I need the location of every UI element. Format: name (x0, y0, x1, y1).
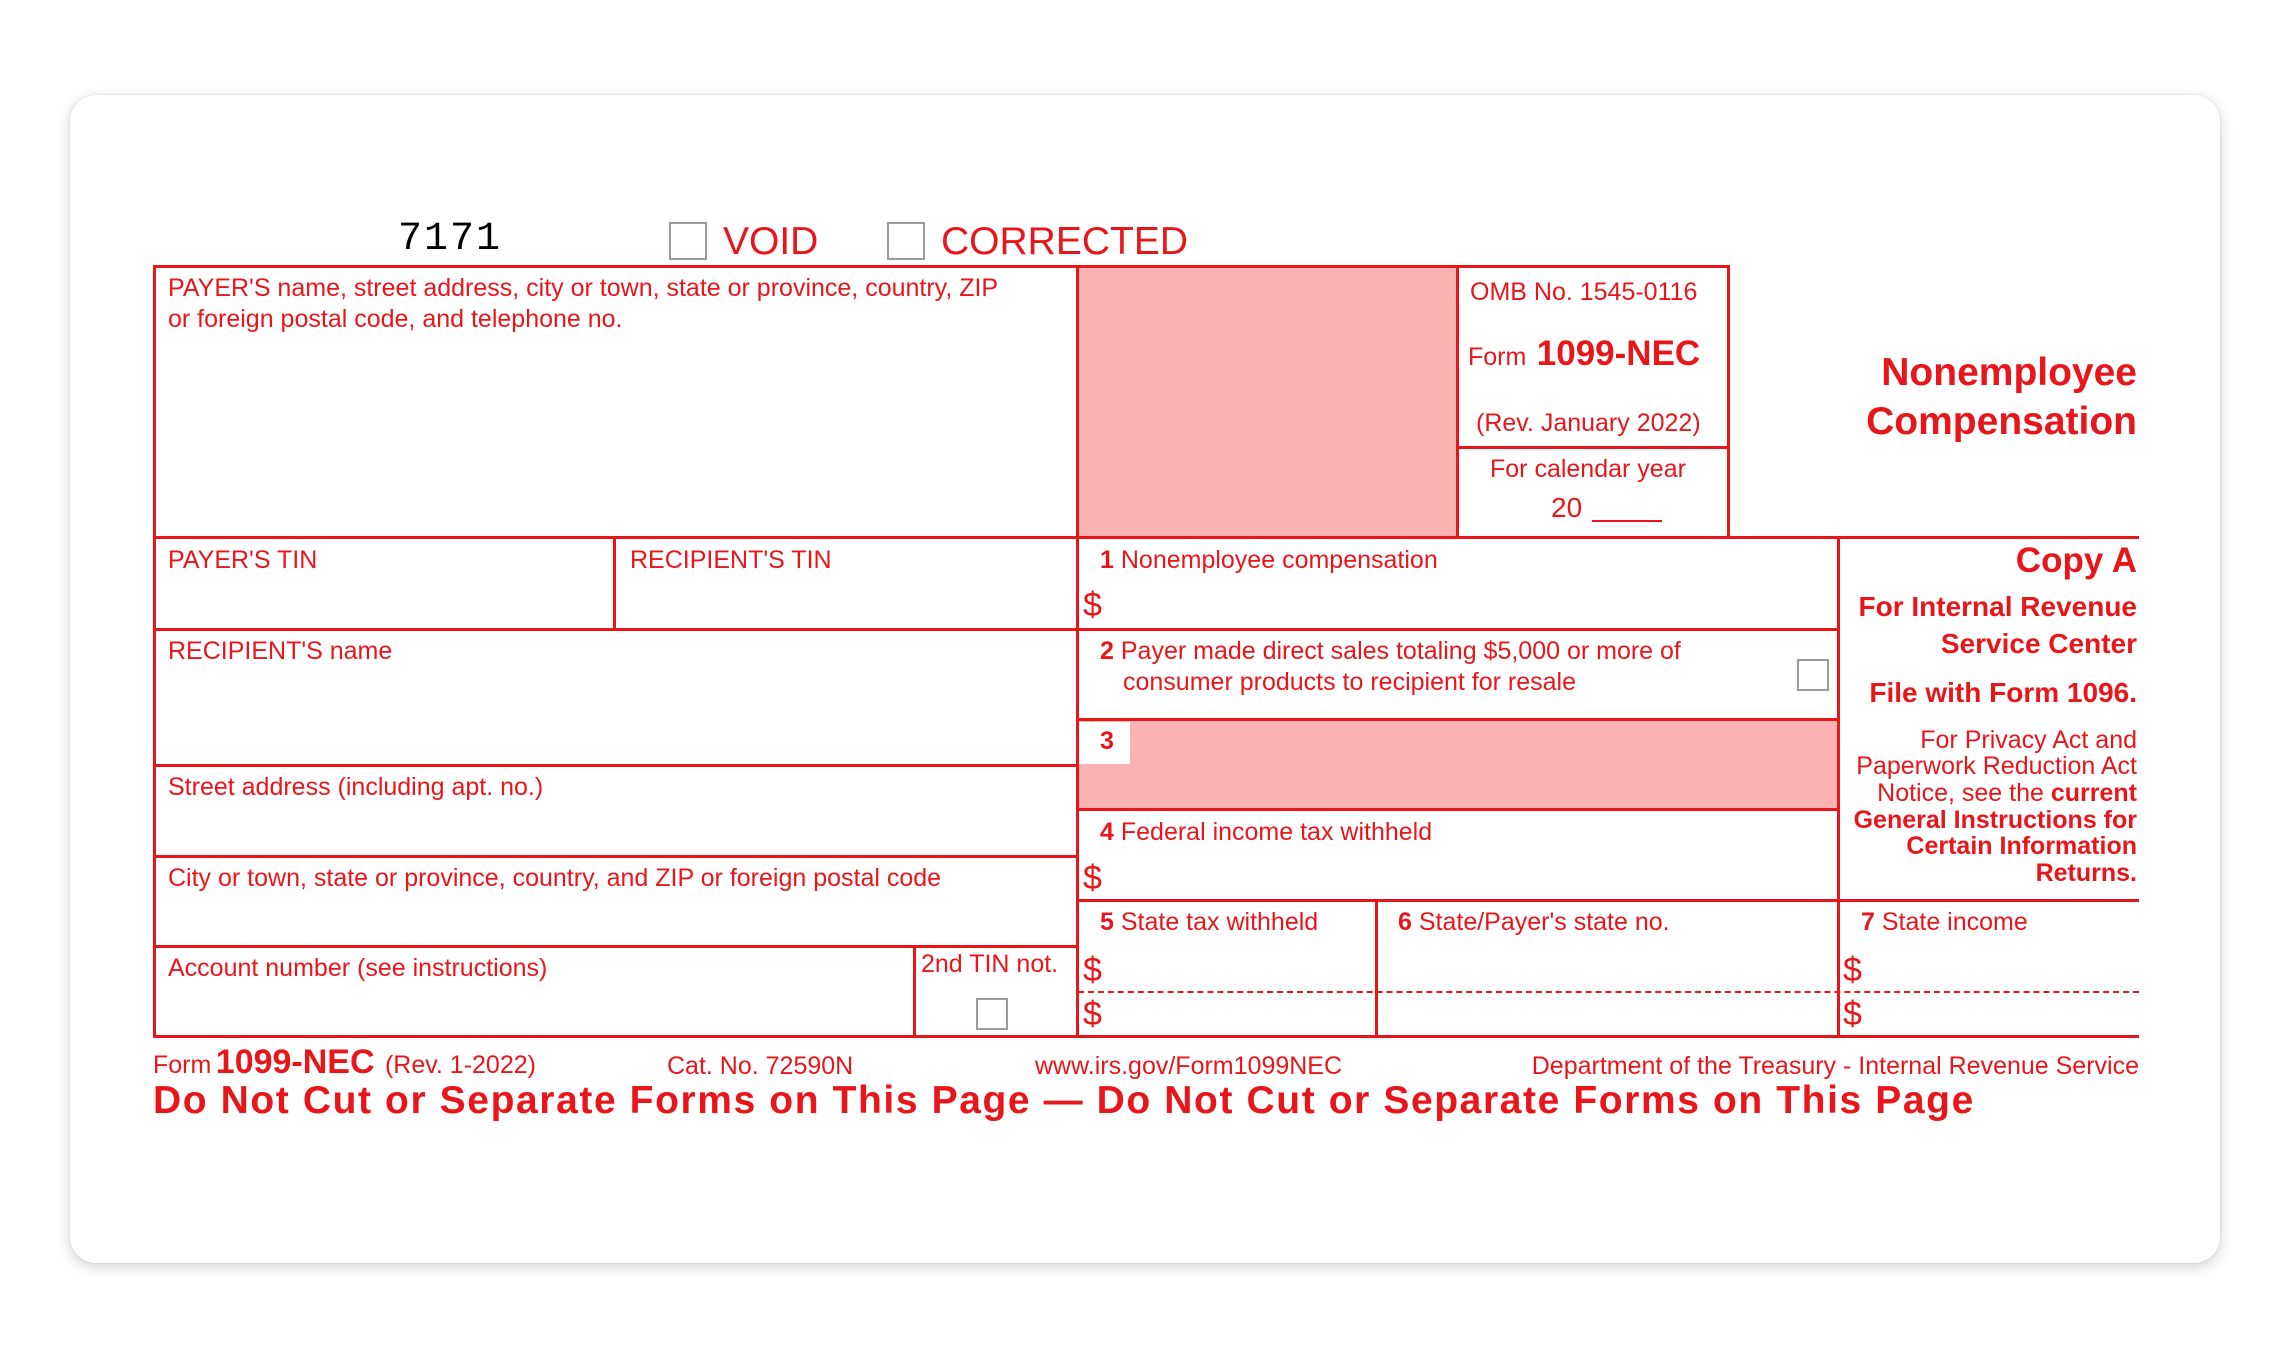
void-label: VOID (723, 220, 819, 263)
privacy-line-3 (1877, 780, 2137, 807)
omb-number: OMB No. 1545-0116 (1470, 278, 1698, 306)
box4-label (1100, 817, 1432, 848)
grid-line (1078, 718, 1839, 721)
grid-line (153, 945, 1078, 948)
box7-label (1861, 907, 2028, 938)
calendar-year-input[interactable] (1592, 520, 1662, 522)
grid-line (1076, 265, 1079, 1037)
box6-label (1398, 907, 1670, 938)
void-checkbox[interactable] (669, 222, 707, 260)
city-label: City or town, state or province, country, and ZIP or foreign postal code (168, 864, 942, 892)
recipient-name-label: RECIPIENT'S name (168, 637, 393, 665)
copy-a: Copy A (2015, 541, 2137, 580)
grid-line (1078, 899, 2139, 902)
grid-line (913, 945, 916, 1037)
rev-date: (Rev. January 2022) (1476, 409, 1701, 437)
privacy-line-2: Paperwork Reduction Act (1856, 752, 2137, 780)
calendar-year-prefix: 20 (1551, 492, 1583, 523)
box4-dollar: $ (1083, 859, 1102, 897)
box5-text: State tax withheld (1120, 908, 1319, 936)
box3-shaded-area (1078, 720, 1839, 809)
footer-dept: Department of the Treasury - Internal Revenue Service (1531, 1052, 2139, 1080)
box2-number: 2 (1100, 637, 1114, 665)
grid-line (1458, 446, 1729, 449)
account-number-label: Account number (see instructions) (168, 954, 548, 982)
box7-dollar-1: $ (1843, 951, 1862, 989)
dashed-line (1078, 991, 2139, 993)
do-not-cut-notice: Do Not Cut or Separate Forms on This Page — Do Not Cut or Separate Forms on This Page (153, 1079, 1975, 1122)
box7-number: 7 (1861, 908, 1875, 936)
box2-label-2: consumer products to recipient for resale (1123, 668, 1576, 696)
grid-line (153, 265, 156, 1037)
box5-dollar-1: $ (1083, 951, 1102, 989)
copy-for-line-2: Service Center (1940, 628, 2137, 659)
title-line-2: Compensation (1866, 400, 2137, 443)
second-tin-label: 2nd TIN not. (921, 950, 1059, 978)
form-prefix: Form (1468, 343, 1527, 371)
box6-text: State/Payer's state no. (1418, 908, 1670, 936)
box1-text: Nonemployee compensation (1120, 546, 1438, 574)
grid-line (1456, 265, 1459, 537)
form-code: 7171 (398, 217, 503, 262)
box2-label-1 (1100, 636, 1681, 667)
privacy-line-3-plain: Notice, see the (1877, 779, 2051, 807)
payer-name-label-1: PAYER'S name, street address, city or town, state or province, country, ZIP (168, 274, 999, 302)
second-tin-checkbox[interactable] (976, 998, 1008, 1030)
payer-name-label-2: or foreign postal code, and telephone no. (168, 305, 623, 333)
grid-line (153, 628, 1839, 631)
grid-line (153, 536, 2139, 539)
footer-url[interactable]: www.irs.gov/Form1099NEC (1035, 1052, 1343, 1080)
grid-line (153, 764, 1078, 767)
box4-text: Federal income tax withheld (1120, 818, 1433, 846)
box5-dollar-2: $ (1083, 995, 1102, 1033)
grid-line (1837, 899, 1840, 1037)
calendar-year-label: For calendar year (1490, 455, 1686, 483)
form-title (1468, 334, 1700, 374)
footer-form-name: 1099-NEC (215, 1043, 375, 1081)
title-line-1: Nonemployee (1881, 351, 2137, 394)
box2-checkbox[interactable] (1797, 659, 1829, 691)
copy-for-line-1: For Internal Revenue (1858, 591, 2137, 622)
box5-number: 5 (1100, 908, 1114, 936)
footer-rev: (Rev. 1-2022) (384, 1051, 536, 1079)
privacy-line-1: For Privacy Act and (1920, 726, 2137, 754)
privacy-line-3-bold: current (2050, 779, 2137, 807)
footer-cat-no: Cat. No. 72590N (667, 1052, 854, 1080)
file-with: File with Form 1096. (1869, 677, 2137, 708)
form-name: 1099-NEC (1536, 334, 1701, 373)
recipient-tin-label: RECIPIENT'S TIN (630, 546, 832, 574)
box3-number: 3 (1100, 727, 1114, 755)
grid-line (153, 265, 1729, 268)
grid-line (1727, 265, 1730, 537)
box4-number: 4 (1100, 818, 1114, 846)
box5-label (1100, 907, 1318, 938)
grid-line (153, 855, 1078, 858)
privacy-line-6: Returns. (2035, 859, 2137, 887)
box1-dollar: $ (1083, 586, 1102, 624)
footer-form-prefix: Form (153, 1051, 212, 1079)
box2-text-1: Payer made direct sales totaling $5,000 or more of (1120, 637, 1681, 665)
box1-number: 1 (1100, 546, 1114, 574)
privacy-line-4: General Instructions for (1853, 806, 2137, 834)
payer-tin-label: PAYER'S TIN (168, 546, 318, 574)
grid-line (153, 1035, 2139, 1038)
corrected-label: CORRECTED (941, 220, 1189, 263)
box7-dollar-2: $ (1843, 995, 1862, 1033)
grid-line (1375, 899, 1378, 1037)
box1-label (1100, 545, 1438, 576)
privacy-line-5: Certain Information (1906, 832, 2137, 860)
box7-text: State income (1881, 908, 2028, 936)
street-address-label: Street address (including apt. no.) (168, 773, 544, 801)
payer-shaded-area (1078, 267, 1458, 537)
grid-line (1078, 808, 1839, 811)
box6-number: 6 (1398, 908, 1412, 936)
grid-line (613, 536, 616, 630)
corrected-checkbox[interactable] (887, 222, 925, 260)
